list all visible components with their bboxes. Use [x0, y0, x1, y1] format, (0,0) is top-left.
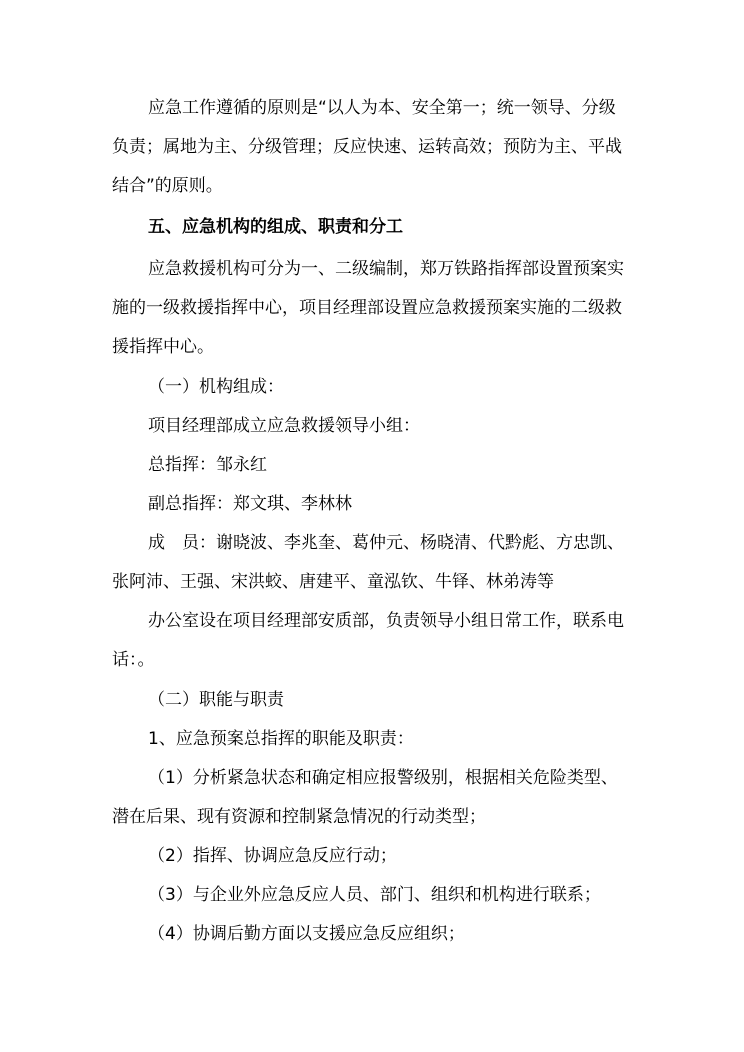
- duty-1-line-1: （1）分析紧急状态和确定相应报警级别，根据相关危险类型、: [148, 768, 618, 788]
- deputy-commander-line: 副总指挥：郑文琪、李林林: [148, 494, 352, 514]
- members-line-2: 张阿沛、王强、宋洪蛟、唐建平、童泓钦、牛铎、林弟涛等: [112, 572, 554, 592]
- members-line-1: 成 员：谢晓波、李兆奎、葛仲元、杨晓清、代黔彪、方忠凯、: [148, 533, 624, 553]
- paragraph-office-line-2: 话：。: [112, 650, 155, 670]
- subheading-functions: （二）职能与职责: [148, 690, 284, 710]
- subheading-organization: （一）机构组成：: [148, 377, 284, 397]
- paragraph-leading-group: 项目经理部成立应急救援领导小组：: [148, 416, 420, 436]
- duty-2: （2）指挥、协调应急反应行动；: [148, 846, 397, 866]
- section-heading-5: 五、应急机构的组成、职责和分工: [148, 217, 403, 237]
- item-commander-duties: 1、应急预案总指挥的职能及职责：: [148, 729, 414, 749]
- paragraph-structure-line-3: 援指挥中心。: [112, 337, 214, 357]
- paragraph-principles-line-1: 应急工作遵循的原则是“以人为本、安全第一；统一领导、分级: [148, 98, 616, 118]
- duty-3: （3）与企业外应急反应人员、部门、组织和机构进行联系；: [148, 885, 601, 905]
- duty-1-line-2: 潜在后果、现有资源和控制紧急情况的行动类型；: [112, 807, 486, 827]
- duty-4: （4）协调后勤方面以支援应急反应组织；: [148, 924, 465, 944]
- paragraph-principles-line-2: 负责；属地为主、分级管理；反应快速、运转高效；预防为主、平战: [112, 137, 622, 157]
- paragraph-structure-line-1: 应急救援机构可分为一、二级编制，郑万铁路指挥部设置预案实: [148, 259, 624, 279]
- paragraph-principles-line-3: 结合”的原则。: [112, 176, 223, 196]
- paragraph-structure-line-2: 施的一级救援指挥中心，项目经理部设置应急救援预案实施的二级救: [112, 298, 622, 318]
- commander-line: 总指挥：邹永红: [148, 455, 267, 475]
- paragraph-office-line-1: 办公室设在项目经理部安质部，负责领导小组日常工作，联系电: [148, 611, 624, 631]
